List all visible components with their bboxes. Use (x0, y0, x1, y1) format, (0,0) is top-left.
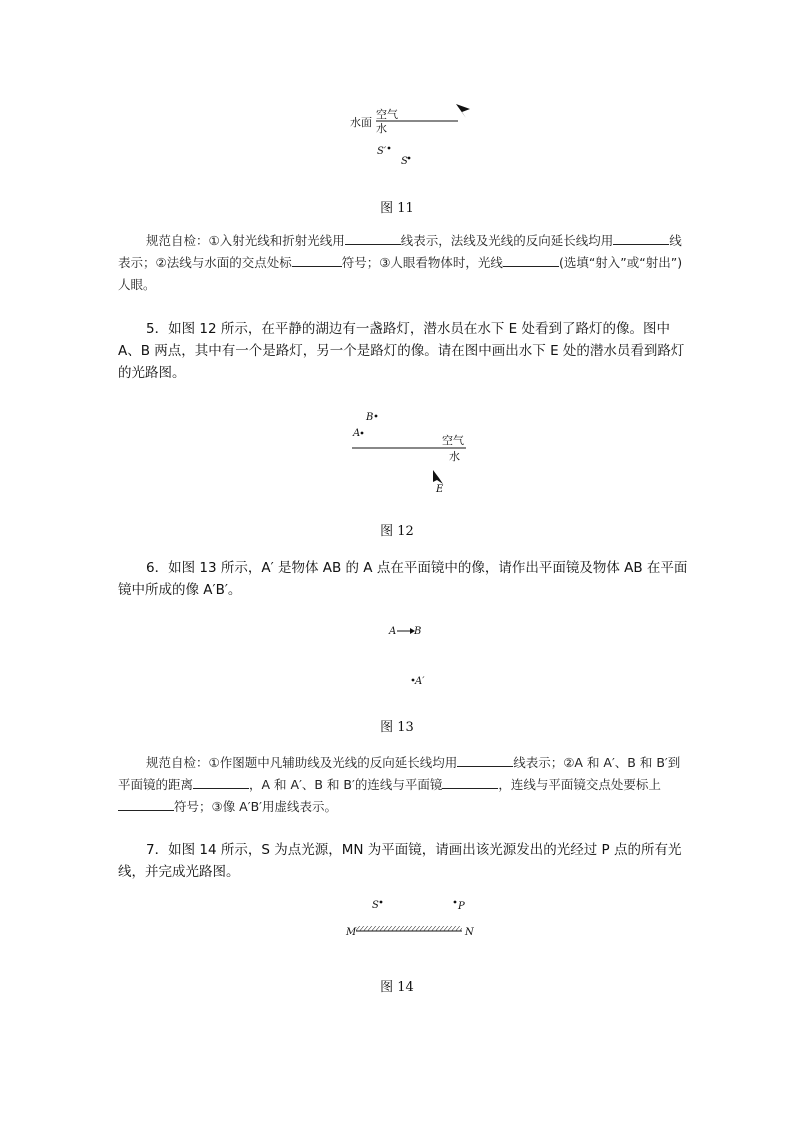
plane-mirror (356, 926, 462, 931)
point-s-dot (408, 157, 411, 160)
point-b-dot (375, 415, 378, 418)
point-b-label: B (414, 626, 422, 637)
self-check-note-1: 规范自检：①入射光线和折射光线用 线表示，法线及光线的反向延长线均用 线表示；②法线与水面的交点处标 符号；③人眼看物体时，光线 (选填“射入”或“射出”)人眼。 (118, 233, 683, 292)
blank (503, 253, 559, 267)
blank (442, 775, 498, 789)
figure-13-caption: 图 13 (380, 720, 414, 735)
point-a-label: A (353, 428, 361, 439)
point-s-image-label: S′ (377, 146, 387, 157)
question-6: 6．如图 13 所示，A′ 是物体 AB 的 A 点在平面镜中的像，请作出平面镜及物体 AB 在平面镜中所成的像 A′B′。 (118, 560, 688, 598)
figure-11-caption: 图 11 (380, 201, 414, 216)
question-5: 5．如图 12 所示，在平静的湖边有一盏路灯，潜水员在水下 E 处看到了路灯的像。图中 A、B 两点，其中有一个是路灯，另一个是路灯的像。请在图中画出水下 E 处的潜水员看到路灯的光路图。 (118, 321, 685, 381)
label-water: 水 (449, 450, 460, 463)
label-water-surface: 水面 (350, 116, 372, 129)
point-b-label: B (366, 412, 374, 423)
figure-12 (0, 402, 794, 498)
point-s-label: S (401, 156, 408, 167)
figure-14 (0, 892, 794, 944)
blank (457, 753, 513, 767)
blank (193, 775, 249, 789)
figure-13 (0, 618, 794, 690)
figure-12-caption: 图 12 (380, 524, 414, 539)
point-s-dot (380, 901, 383, 904)
point-n-label: N (465, 927, 474, 938)
point-a-dot (361, 432, 364, 435)
point-e-label: E (436, 484, 444, 495)
label-air: 空气 (442, 434, 464, 447)
point-m-label: M (346, 927, 357, 938)
question-7: 7．如图 14 所示，S 为点光源，MN 为平面镜，请画出该光源发出的光经过 P 点的所有光线，并完成光路图。 (118, 842, 682, 880)
blank (118, 797, 174, 811)
blank (345, 231, 401, 245)
point-p-label: P (458, 901, 465, 912)
eye-icon (456, 104, 470, 118)
blank (613, 231, 669, 245)
label-air: 空气 (376, 108, 398, 121)
label-water: 水 (376, 122, 387, 135)
figure-14-caption: 图 14 (380, 980, 414, 995)
point-p-dot (454, 901, 457, 904)
point-s-label: S (372, 900, 379, 911)
point-a-label: A (389, 626, 397, 637)
point-a-image-label: A′ (415, 676, 425, 687)
eye-icon (433, 470, 443, 484)
figure-11 (0, 96, 794, 176)
blank (292, 253, 342, 267)
point-a-image-dot (412, 679, 415, 682)
point-s-image-dot (388, 147, 391, 150)
self-check-note-2: 规范自检：①作图题中凡辅助线及光线的反向延长线均用 线表示；②A 和 A′、B 和 B′到平面镜的距离 ，A 和 A′、B 和 B′的连线与平面镜 ，连线与平面镜交点处要标上符号；③像 A′B′用虚线表示。 (118, 755, 681, 814)
